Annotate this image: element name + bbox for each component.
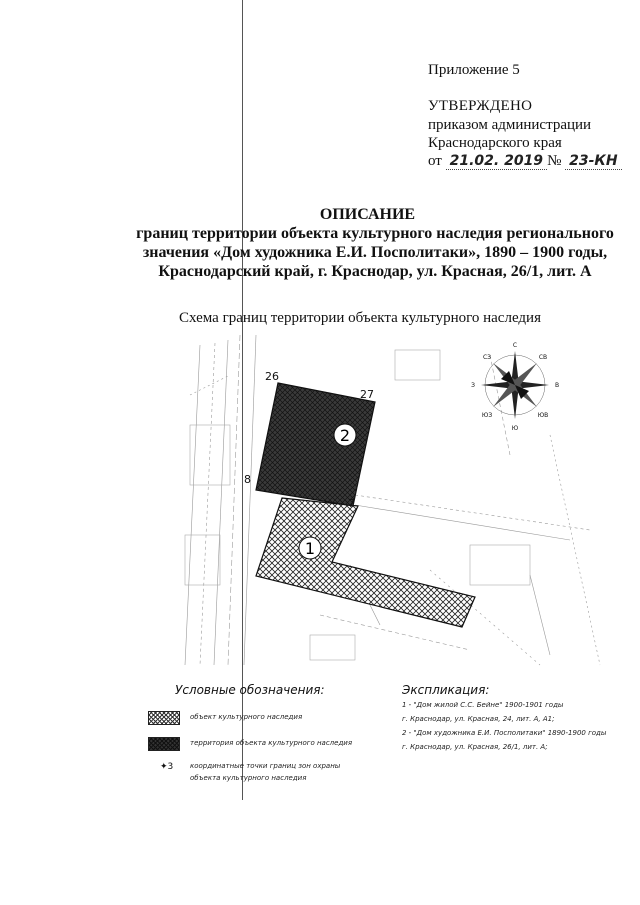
legend-item-points: координатные точки границ зон охраны объекта культурного наследия bbox=[190, 762, 341, 782]
compass-rose bbox=[471, 342, 559, 432]
explication-line-2: г. Краснодар, ул. Красная, 24, лит. А, А1; bbox=[402, 715, 555, 723]
legend-point-marker: ✦3 bbox=[160, 762, 174, 772]
area-label-2-group bbox=[334, 424, 356, 446]
title-line-2: значения «Дом художника Е.И. Посполитаки», 1890 – 1900 годы, bbox=[142, 244, 608, 261]
order-line-2: Краснодарского края bbox=[428, 135, 562, 151]
building-outlines bbox=[185, 350, 530, 660]
area-label-1-group bbox=[299, 537, 321, 559]
explication-title: Экспликация: bbox=[402, 683, 490, 697]
compass-se: ЮВ bbox=[537, 412, 549, 419]
order-from: от bbox=[428, 153, 442, 169]
heritage-object-1 bbox=[256, 498, 475, 627]
point-label-27: 27 bbox=[360, 388, 374, 401]
area-label-1: 1 bbox=[304, 539, 316, 558]
compass-nw: СЗ bbox=[482, 354, 492, 361]
heritage-territory-2 bbox=[256, 383, 375, 506]
document-heading: ОПИСАНИЕ bbox=[319, 206, 416, 223]
compass-n: С bbox=[512, 342, 518, 349]
compass-s: Ю bbox=[511, 425, 519, 432]
legend-title: Условные обозначения: bbox=[175, 683, 325, 697]
legend-item-territory: территория объекта культурного наследия bbox=[190, 739, 353, 747]
title-line-3: Краснодарский край, г. Краснодар, ул. Красная, 26/1, лит. А bbox=[158, 263, 592, 280]
compass-sw: ЮЗ bbox=[481, 412, 493, 419]
approved-stamp: УТВЕРЖДЕНО bbox=[428, 98, 533, 114]
order-number-handwritten: 23-КН bbox=[565, 153, 621, 170]
compass-w: З bbox=[471, 382, 475, 389]
title-line-1: границ территории объекта культурного наследия регионального bbox=[136, 225, 614, 242]
site-plan-map bbox=[170, 335, 610, 670]
point-label-8: 8 bbox=[244, 473, 251, 486]
legend-swatch-object bbox=[148, 711, 180, 725]
compass-ne: СВ bbox=[538, 354, 548, 361]
schema-title: Схема границ территории объекта культурного наследия bbox=[179, 310, 541, 326]
appendix-label: Приложение 5 bbox=[428, 62, 520, 78]
order-line-1: приказом администрации bbox=[428, 117, 592, 133]
point-label-7: 7 bbox=[348, 497, 355, 510]
compass-e: В bbox=[554, 382, 560, 389]
point-label-26: 26 bbox=[265, 370, 279, 383]
legend-swatch-territory bbox=[148, 737, 180, 751]
order-date-handwritten: 21.02. 2019 bbox=[446, 153, 547, 170]
explication-line-3: 2 - "Дом художника Е.И. Посполитаки" 1890-1900 годы bbox=[402, 729, 607, 737]
order-no-sign: № bbox=[547, 153, 562, 169]
area-label-2: 2 bbox=[339, 426, 351, 445]
legend-item-object: объект культурного наследия bbox=[190, 713, 303, 721]
order-date-line bbox=[428, 153, 622, 170]
explication-line-1: 1 - "Дом жилой С.С. Бейне" 1900-1901 годы bbox=[402, 701, 564, 709]
explication-line-4: г. Краснодар, ул. Красная, 26/1, лит. А; bbox=[402, 743, 548, 751]
